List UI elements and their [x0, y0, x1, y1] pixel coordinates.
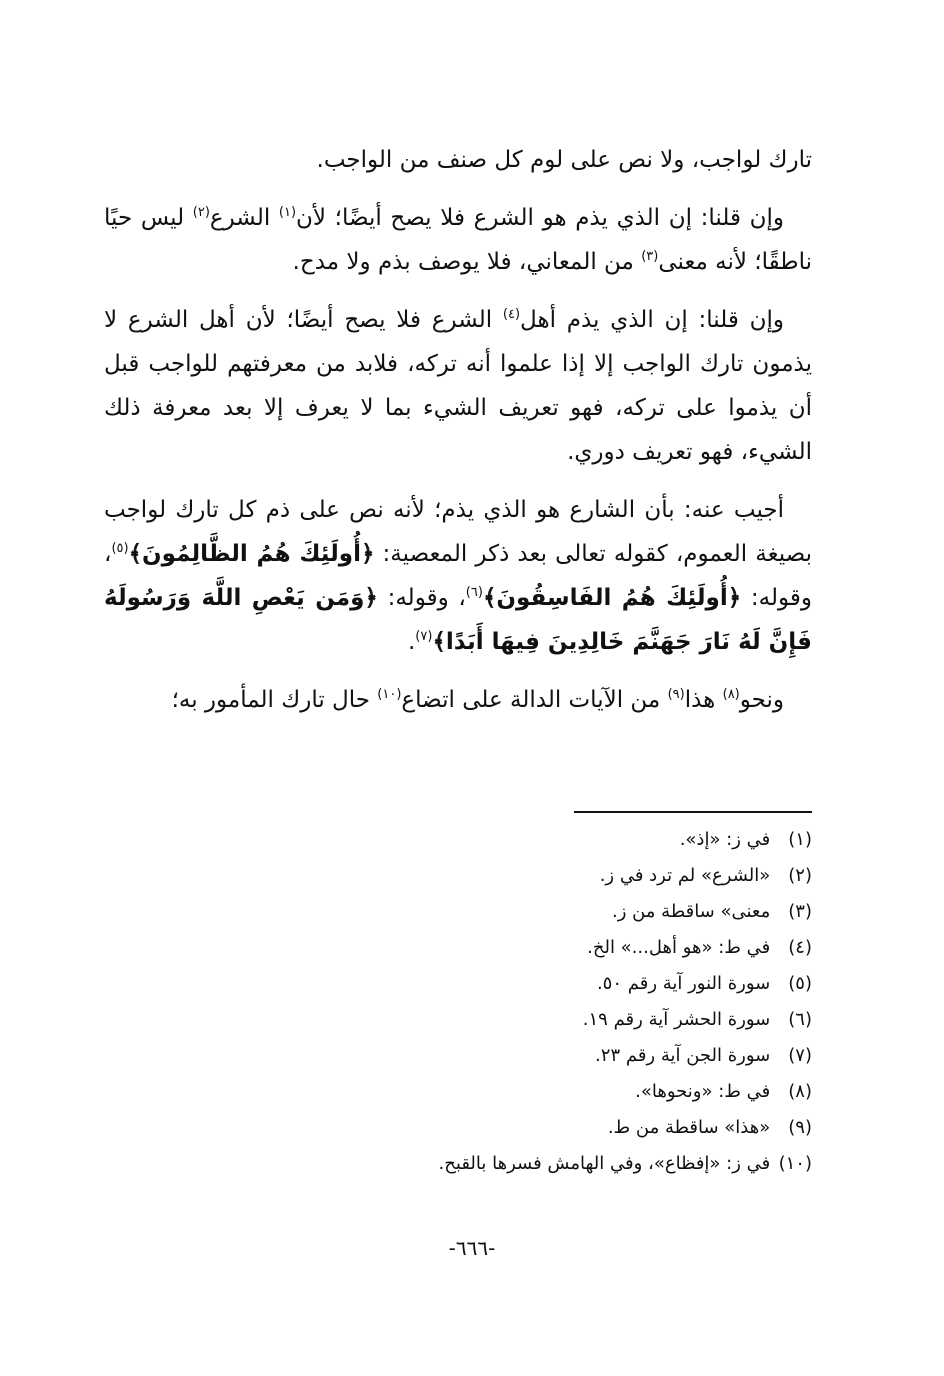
quran-verse: ﴿أُولَئِكَ هُمُ الظَّالِمُونَ﴾: [128, 541, 375, 567]
main-text: [104, 138, 812, 736]
footnote-item: [300, 1146, 812, 1182]
footnote-item: [300, 822, 812, 858]
footnote-number: (٩): [788, 1117, 812, 1138]
paragraph-3: [104, 298, 812, 474]
text-run: الشرع فلا يصح أيضًا؛ لأن أهل الشرع لا يذمون تارك الواجب إلا إذا علموا أنه تركه، فلابد من معرفتهم للواجب قبل أن يذموا على تركه، فهو تعريف الشيء بما لا يعرف إلا بعد معرفة ذلك الشيء، فهو تعريف دوري.: [104, 307, 812, 465]
footnote-text: سورة النور آية رقم ٥٠.: [596, 973, 771, 994]
footnote-item: [300, 894, 812, 930]
footnote-ref-5[interactable]: (٥): [111, 541, 129, 556]
footnote-ref-7[interactable]: (٧): [415, 629, 433, 644]
text-run: تارك لواجب، ولا نص على لوم كل صنف من الواجب.: [316, 147, 812, 173]
footnote-item: [300, 1110, 812, 1146]
footnote-ref-3[interactable]: (٣): [641, 249, 659, 264]
text-run: .: [407, 629, 416, 655]
text-run: من الآيات الدالة على اتضاع: [401, 687, 668, 713]
paragraph-4: [104, 488, 812, 664]
footnotes-list: [300, 822, 812, 1182]
footnote-number: (٧): [788, 1045, 812, 1066]
footnote-ref-8[interactable]: (٨): [722, 687, 740, 702]
footnote-separator: [574, 811, 812, 813]
footnote-item: [300, 1074, 812, 1110]
text-run: أجيب عنه: بأن الشارع هو الذي يذم؛ لأنه نص على ذم كل تارك لواجب بصيغة العموم، كقوله تعالى بعد ذكر المعصية:: [104, 497, 812, 567]
footnote-text: «هذا» ساقطة من ط.: [607, 1117, 771, 1138]
text-run: من المعاني، فلا يوصف بذم ولا مدح.: [292, 249, 642, 275]
footnote-text: في ط: «هو أهل...» الخ.: [587, 937, 771, 958]
footnote-ref-10[interactable]: (١٠): [377, 687, 402, 702]
text-run: حال تارك المأمور به؛: [171, 687, 378, 713]
footnote-item: [300, 1038, 812, 1074]
footnote-number: (١): [788, 829, 812, 850]
footnote-number: (٣): [788, 901, 812, 922]
footnote-text: في ط: «ونحوها».: [635, 1081, 771, 1102]
footnote-text: «الشرع» لم ترد في ز.: [599, 865, 771, 886]
footnote-ref-2[interactable]: (٢): [192, 205, 210, 220]
footnote-ref-9[interactable]: (٩): [667, 687, 685, 702]
text-run: ونحو: [739, 687, 784, 713]
footnote-text: معنى» ساقطة من ز.: [611, 901, 771, 922]
text-run: ليس حيًا ناطقًا؛ لأنه معنى: [104, 205, 812, 275]
footnote-number: (٦): [788, 1009, 812, 1030]
quran-verse: ﴿وَمَن يَعْصِ اللَّهَ وَرَسُولَهُ فَإِنَّ لَهُ نَارَ جَهَنَّمَ خَالِدِينَ فِيهَا أَبَدًا﴾: [104, 585, 812, 655]
text-run: هذا: [684, 687, 723, 713]
text-run: ، وقوله:: [377, 585, 466, 611]
footnote-item: [300, 966, 812, 1002]
footnote-ref-6[interactable]: (٦): [465, 585, 483, 600]
page-number: -٦٦٦-: [448, 1236, 496, 1260]
text-run: الشرع: [209, 205, 279, 231]
quran-verse: ﴿أُولَئِكَ هُمُ الفَاسِقُونَ﴾: [482, 585, 742, 611]
footnote-item: [300, 1002, 812, 1038]
footnote-text: سورة الجن آية رقم ٢٣.: [595, 1045, 771, 1066]
paragraph-5: [104, 678, 812, 722]
footnote-ref-1[interactable]: (١): [278, 205, 297, 220]
footnote-item: [300, 930, 812, 966]
text-run: ، وقوله:: [104, 541, 812, 611]
text-run: وإن قلنا: إن الذي يذم أهل: [520, 307, 784, 333]
footnote-text: سورة الحشر آية رقم ١٩.: [582, 1009, 771, 1030]
footnote-number: (٨): [788, 1081, 812, 1102]
footnote-number: (٤): [788, 937, 812, 958]
text-run: وإن قلنا: إن الذي يذم هو الشرع فلا يصح أيضًا؛ لأن: [296, 205, 784, 231]
footnote-ref-4[interactable]: (٤): [502, 307, 521, 322]
paragraph-1: [104, 138, 812, 182]
footnote-number: (١٠): [778, 1153, 812, 1174]
paragraph-2: [104, 196, 812, 284]
footnote-text: في ز: «إذ».: [679, 829, 771, 850]
footnote-number: (٢): [788, 865, 812, 886]
footnote-text: في ز: «إفظاع»، وفي الهامش فسرها بالقبح.: [438, 1153, 771, 1174]
footnote-number: (٥): [788, 973, 812, 994]
footnote-item: [300, 858, 812, 894]
